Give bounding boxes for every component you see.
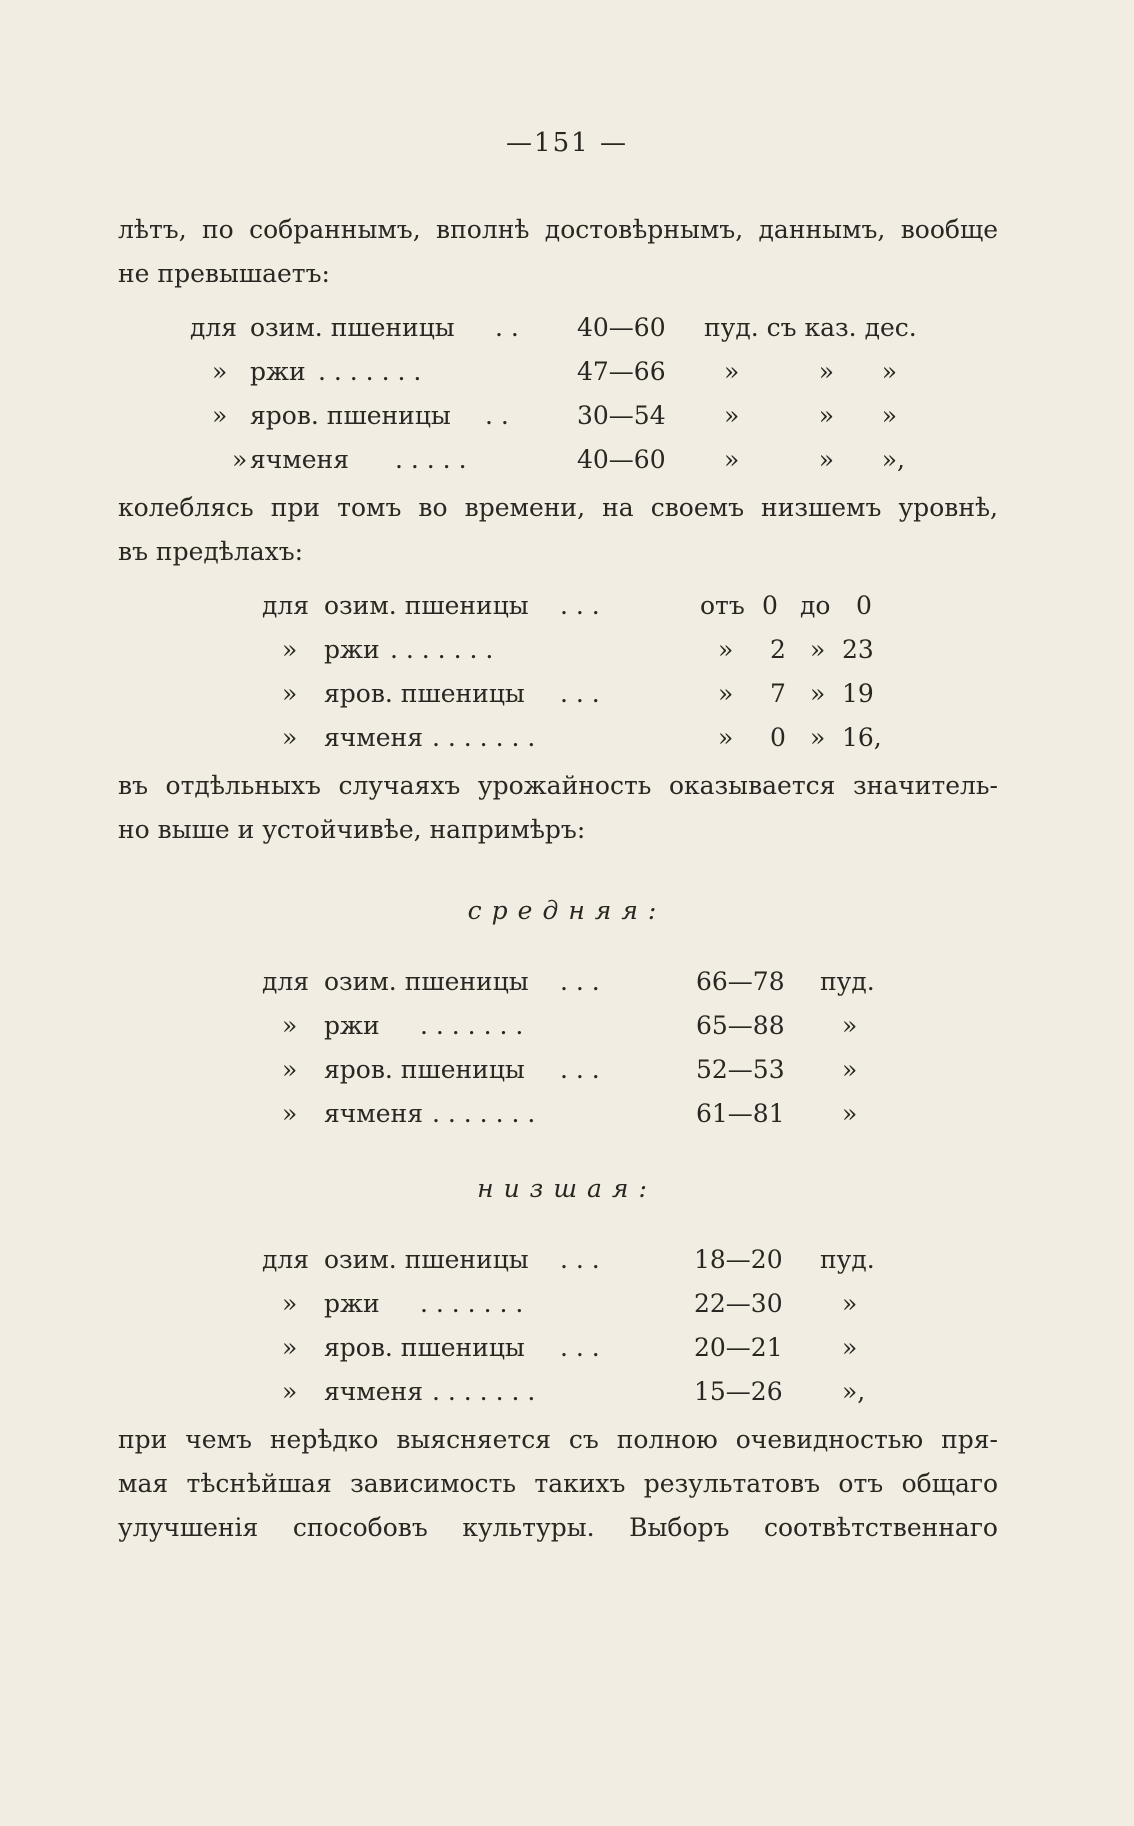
leader-dots: . . . — [560, 679, 600, 708]
row-prefix: » — [282, 1055, 298, 1084]
row-prefix: » — [282, 723, 298, 752]
unit: » — [842, 1099, 858, 1128]
section-heading-average: средняя: — [467, 896, 667, 925]
text-line: мая тѣснѣйшая зависимость такихъ результатовъ отъ общаго — [118, 1469, 998, 1498]
yield-range: 18—20 — [694, 1245, 783, 1274]
text-line: колеблясь при томъ во времени, на своемъ низшемъ уровнѣ, — [118, 493, 998, 522]
to-value: 16, — [842, 723, 882, 752]
yield-range: 52—53 — [696, 1055, 785, 1084]
leader-dots: . . . . . — [395, 445, 467, 474]
leader-dots: . . . . . . . — [420, 1011, 524, 1040]
table-row — [0, 962, 1134, 1002]
yield-range: 40—60 — [577, 445, 666, 474]
unit: пуд. съ каз. дес. — [704, 313, 917, 342]
table-row — [0, 1328, 1134, 1368]
leader-dots: . . . . . . . — [432, 1377, 536, 1406]
from-value: 0 — [762, 591, 778, 620]
row-prefix: для — [262, 967, 310, 996]
unit: » » » — [724, 357, 898, 386]
crop-name: ячменя — [324, 723, 423, 752]
row-prefix: » — [212, 357, 228, 386]
to-value: 23 — [842, 635, 874, 664]
crop-name: озим. пшеницы — [324, 1245, 529, 1274]
leader-dots: . . . . . . . — [318, 357, 422, 386]
yield-range: 15—26 — [694, 1377, 783, 1406]
leader-dots: . . . . . . . — [432, 723, 536, 752]
text-line: лѣтъ, по собраннымъ, вполнѣ достовѣрнымъ, даннымъ, вообще — [118, 215, 998, 244]
table-row — [0, 674, 1134, 714]
yield-range: 65—88 — [696, 1011, 785, 1040]
crop-name: яров. пшеницы — [324, 679, 525, 708]
leader-dots: . . . — [560, 967, 600, 996]
crop-name: ячменя — [250, 445, 349, 474]
table-row — [0, 440, 1134, 480]
from-label: » — [718, 723, 734, 752]
leader-dots: . . — [485, 401, 509, 430]
unit: » — [842, 1333, 858, 1362]
crop-name: озим. пшеницы — [324, 591, 529, 620]
row-prefix: для — [190, 313, 238, 342]
yield-range: 30—54 — [577, 401, 666, 430]
from-label: отъ — [700, 591, 745, 620]
crop-name: озим. пшеницы — [250, 313, 455, 342]
row-prefix: для — [262, 591, 310, 620]
from-label: » — [718, 679, 734, 708]
leader-dots: . . . . . . . — [420, 1289, 524, 1318]
row-prefix: » — [282, 1377, 298, 1406]
unit: » — [842, 1055, 858, 1084]
to-value: 19 — [842, 679, 874, 708]
leader-dots: . . . — [560, 1055, 600, 1084]
intro-paragraph — [118, 208, 998, 296]
from-label: » — [718, 635, 734, 664]
crop-name: ржи — [324, 635, 380, 664]
table-row — [0, 586, 1134, 626]
table-row — [0, 1240, 1134, 1280]
table-row — [0, 1284, 1134, 1324]
row-prefix: » — [282, 1011, 298, 1040]
to-label: до — [800, 591, 831, 620]
yield-range: 22—30 — [694, 1289, 783, 1318]
page-number: —151 — — [506, 128, 628, 158]
table-row — [0, 1372, 1134, 1412]
table-row — [0, 396, 1134, 436]
leader-dots: . . . . . . . — [432, 1099, 536, 1128]
row-prefix: » — [282, 1099, 298, 1128]
cases-paragraph — [118, 764, 998, 852]
row-prefix: » — [232, 445, 248, 474]
to-label: » — [810, 635, 826, 664]
outro-paragraph — [118, 1418, 998, 1550]
crop-name: яров. пшеницы — [324, 1055, 525, 1084]
table-row — [0, 1050, 1134, 1090]
text-line: въ отдѣльныхъ случаяхъ урожайность оказывается значитель- — [118, 771, 998, 800]
table-row — [0, 1094, 1134, 1134]
section-heading-lowest: низшая: — [477, 1174, 657, 1203]
from-value: 0 — [770, 723, 786, 752]
from-value: 7 — [770, 679, 786, 708]
yield-range: 40—60 — [577, 313, 666, 342]
to-label: » — [810, 723, 826, 752]
leader-dots: . . . — [560, 1333, 600, 1362]
table-row — [0, 308, 1134, 348]
leader-dots: . . — [495, 313, 519, 342]
unit: пуд. — [820, 1245, 875, 1274]
mid-paragraph — [118, 486, 998, 574]
text-line: не превышаетъ: — [118, 259, 330, 288]
row-prefix: » — [212, 401, 228, 430]
crop-name: ржи — [324, 1011, 380, 1040]
text-line: въ предѣлахъ: — [118, 537, 304, 566]
table-row — [0, 718, 1134, 758]
yield-range: 61—81 — [696, 1099, 785, 1128]
crop-name: озим. пшеницы — [324, 967, 529, 996]
unit: », — [842, 1377, 866, 1406]
yield-range: 20—21 — [694, 1333, 783, 1362]
unit: » » », — [724, 445, 905, 474]
row-prefix: » — [282, 635, 298, 664]
unit: пуд. — [820, 967, 875, 996]
row-prefix: » — [282, 1333, 298, 1362]
crop-name: яров. пшеницы — [324, 1333, 525, 1362]
unit: » — [842, 1011, 858, 1040]
row-prefix: для — [262, 1245, 310, 1274]
yield-range: 66—78 — [696, 967, 785, 996]
leader-dots: . . . . . . . — [390, 635, 494, 664]
crop-name: ржи — [324, 1289, 380, 1318]
text-line: но выше и устойчивѣе, напримѣръ: — [118, 815, 586, 844]
crop-name: яров. пшеницы — [250, 401, 451, 430]
table-row — [0, 1006, 1134, 1046]
text-line: при чемъ нерѣдко выясняется съ полною очевидностью пря- — [118, 1425, 998, 1454]
crop-name: ржи — [250, 357, 306, 386]
row-prefix: » — [282, 1289, 298, 1318]
leader-dots: . . . — [560, 1245, 600, 1274]
crop-name: ячменя — [324, 1099, 423, 1128]
crop-name: ячменя — [324, 1377, 423, 1406]
table-row — [0, 630, 1134, 670]
table-row — [0, 352, 1134, 392]
yield-range: 47—66 — [577, 357, 666, 386]
to-value: 0 — [856, 591, 872, 620]
from-value: 2 — [770, 635, 786, 664]
text-line: улучшенія способовъ культуры. Выборъ соотвѣтственнаго — [118, 1513, 998, 1542]
leader-dots: . . . — [560, 591, 600, 620]
unit: » » » — [724, 401, 898, 430]
unit: » — [842, 1289, 858, 1318]
row-prefix: » — [282, 679, 298, 708]
to-label: » — [810, 679, 826, 708]
